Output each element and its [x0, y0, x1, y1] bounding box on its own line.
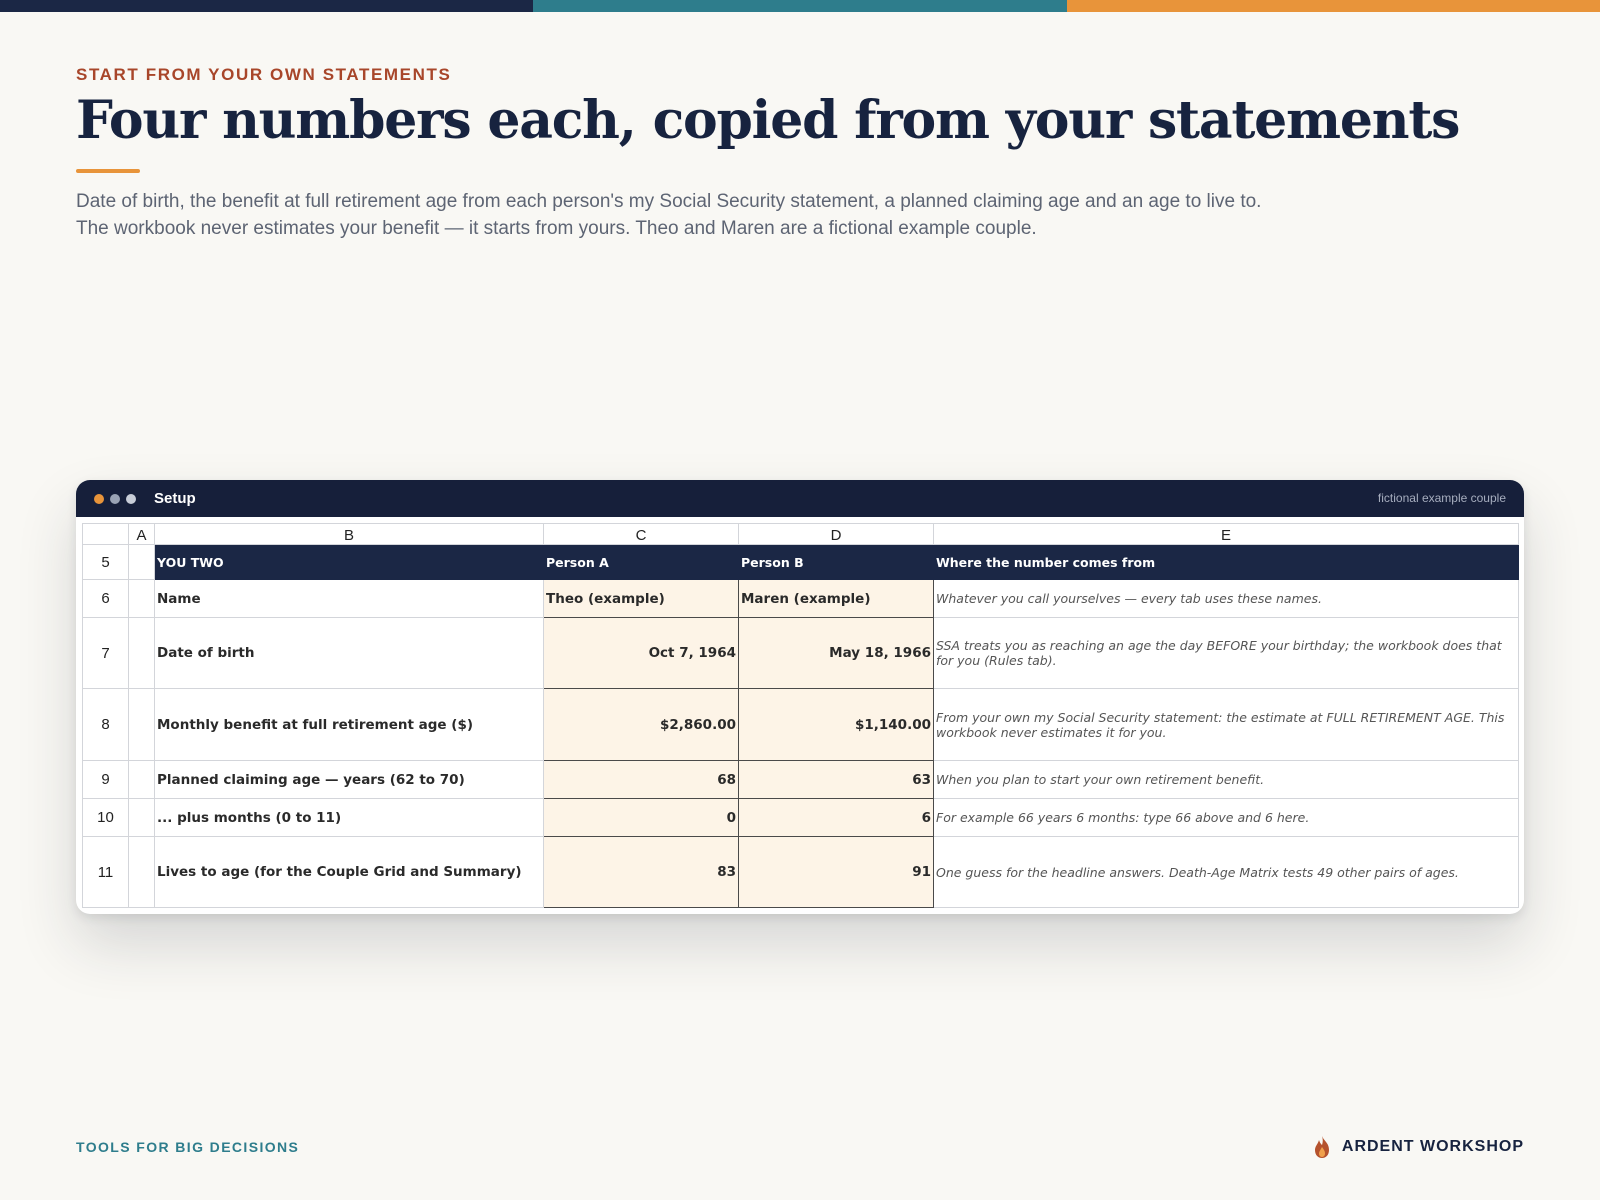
lede: Date of birth, the benefit at full retirement age from each person's my Social Security statement, a planned claiming age and an age to live to. The workbook never estimates your benefit — it starts from yours. Theo and Maren are a fictional example couple.: [76, 191, 1262, 239]
accent-bar-teal: [533, 0, 1066, 12]
input-cell-person-b[interactable]: 6: [739, 799, 934, 837]
column-header[interactable]: C: [544, 524, 739, 545]
input-cell-person-a[interactable]: 68: [544, 761, 739, 799]
window-titlebar: [76, 480, 1524, 517]
note-cell[interactable]: Whatever you call yourselves — every tab uses these names.: [934, 580, 1519, 618]
input-cell-person-b[interactable]: Maren (example): [739, 580, 934, 618]
note-cell[interactable]: One guess for the headline answers. Death-Age Matrix tests 49 other pairs of ages.: [934, 837, 1519, 908]
label-cell[interactable]: Lives to age (for the Couple Grid and Summary): [155, 837, 544, 908]
row-number[interactable]: 7: [83, 618, 129, 689]
window-dot-icon: [110, 494, 120, 504]
window-title: Setup: [154, 490, 196, 507]
cell[interactable]: [129, 837, 155, 908]
input-cell-person-a[interactable]: Oct 7, 1964: [544, 618, 739, 689]
header-cell[interactable]: Person A: [544, 545, 739, 580]
title-rule: [76, 169, 140, 173]
column-header[interactable]: A: [129, 524, 155, 545]
flame-icon: [1312, 1135, 1332, 1159]
note-cell[interactable]: From your own my Social Security statement: the estimate at FULL RETIREMENT AGE. This workbook never estimates it for you.: [934, 689, 1519, 761]
brand-name: ARDENT WORKSHOP: [1341, 1138, 1524, 1155]
header-cell[interactable]: YOU TWO: [155, 545, 544, 580]
row-number[interactable]: 5: [83, 545, 129, 580]
window-dot-icon: [126, 494, 136, 504]
row-number[interactable]: 9: [83, 761, 129, 799]
eyebrow: START FROM YOUR OWN STATEMENTS: [76, 65, 452, 84]
input-cell-person-a[interactable]: Theo (example): [544, 580, 739, 618]
spreadsheet: [82, 523, 1519, 908]
table-row: [83, 837, 1519, 908]
column-header-row: [83, 524, 1519, 545]
table-row: [83, 580, 1519, 618]
input-cell-person-b[interactable]: May 18, 1966: [739, 618, 934, 689]
footer-tagline: TOOLS FOR BIG DECISIONS: [76, 1139, 300, 1155]
input-cell-person-b[interactable]: $1,140.00: [739, 689, 934, 761]
input-cell-person-a[interactable]: $2,860.00: [544, 689, 739, 761]
note-cell[interactable]: For example 66 years 6 months: type 66 above and 6 here.: [934, 799, 1519, 837]
table-row: [83, 761, 1519, 799]
table-row: [83, 689, 1519, 761]
accent-bar-navy: [0, 0, 533, 12]
input-cell-person-b[interactable]: 63: [739, 761, 934, 799]
header-cell[interactable]: Where the number comes from: [934, 545, 1519, 580]
cell[interactable]: [129, 580, 155, 618]
accent-bar: [0, 0, 1600, 12]
setup-window: [76, 480, 1524, 914]
header-cell[interactable]: Person B: [739, 545, 934, 580]
column-header[interactable]: E: [934, 524, 1519, 545]
label-cell[interactable]: Date of birth: [155, 618, 544, 689]
note-cell[interactable]: SSA treats you as reaching an age the day BEFORE your birthday; the workbook does that for you (Rules tab).: [934, 618, 1519, 689]
label-cell[interactable]: Planned claiming age — years (62 to 70): [155, 761, 544, 799]
table-row: [83, 799, 1519, 837]
window-tag: fictional example couple: [1377, 491, 1506, 505]
footer-brand: [1312, 1135, 1524, 1159]
table-header-row: [83, 545, 1519, 580]
label-cell[interactable]: Name: [155, 580, 544, 618]
cell[interactable]: [129, 545, 155, 580]
input-cell-person-b[interactable]: 91: [739, 837, 934, 908]
column-header[interactable]: D: [739, 524, 934, 545]
accent-bar-orange: [1067, 0, 1600, 12]
column-header[interactable]: B: [155, 524, 544, 545]
row-number[interactable]: 6: [83, 580, 129, 618]
row-number[interactable]: 11: [83, 837, 129, 908]
window-dot-icon: [94, 494, 104, 504]
cell[interactable]: [129, 618, 155, 689]
input-cell-person-a[interactable]: 83: [544, 837, 739, 908]
note-cell[interactable]: When you plan to start your own retirement benefit.: [934, 761, 1519, 799]
label-cell[interactable]: Monthly benefit at full retirement age ($): [155, 689, 544, 761]
row-number[interactable]: 8: [83, 689, 129, 761]
cell[interactable]: [129, 689, 155, 761]
cell[interactable]: [129, 761, 155, 799]
label-cell[interactable]: ... plus months (0 to 11): [155, 799, 544, 837]
cell[interactable]: [129, 799, 155, 837]
input-cell-person-a[interactable]: 0: [544, 799, 739, 837]
row-number[interactable]: 10: [83, 799, 129, 837]
page-title: Four numbers each, copied from your statements: [76, 90, 1460, 151]
table-row: [83, 618, 1519, 689]
corner-cell[interactable]: [83, 524, 129, 545]
